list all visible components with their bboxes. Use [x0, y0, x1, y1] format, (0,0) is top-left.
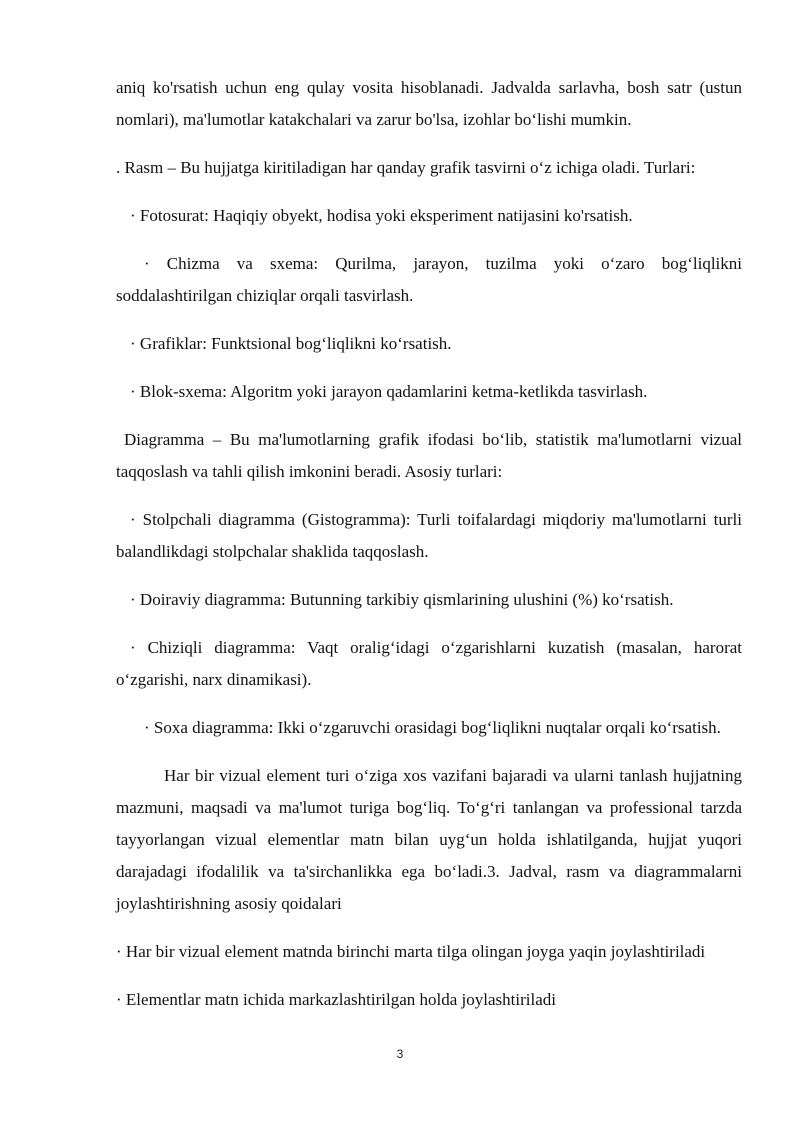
list-item-photo: · Fotosurat: Haqiqiy obyekt, hodisa yoki eksperiment natijasini ko'rsatish.	[130, 206, 633, 225]
paragraph-visual-elements-summary: Har bir vizual element turi o‘ziga xos vazifani bajaradi va ularni tanlash hujjatning mazmuni, maqsadi va ma'lumot turiga bog‘liq. To‘g‘ri tanlangan va professional tarzda tayyorlangan vizual elementlar matn bilan uyg‘un holda ishlatilganda, hujjat yuqori darajadagi ifodalilik va ta'sirchanlikka ega bo‘ladi.3. Jadval, rasm va diagrammalarni joylashtirishning asosiy qoidalari	[116, 766, 742, 913]
list-item-drawing-scheme: · Chizma va sxema: Qurilma, jarayon, tuzilma yoki o‘zaro bog‘liqlikni soddalashtirilgan chiziqlar orqali tasvirlash.	[116, 254, 742, 305]
list-item-bar-chart: · Stolpchali diagramma (Gistogramma): Turli toifalardagi miqdoriy ma'lumotlarni turli balandlikdagi stolpchalar shaklida taqqoslash.	[116, 510, 742, 561]
list-item-graphs: · Grafiklar: Funktsional bog‘liqlikni ko‘rsatish.	[130, 334, 452, 353]
document-page	[116, 72, 742, 1032]
list-item-pie-chart: · Doiraviy diagramma: Butunning tarkibiy qismlarining ulushini (%) ko‘rsatish.	[130, 590, 674, 609]
list-item-placement-rule-1: · Har bir vizual element matnda birinchi marta tilga olingan joyga yaqin joylashtiriladi	[116, 942, 706, 961]
list-item-placement-rule-2: · Elementlar matn ichida markazlashtirilgan holda joylashtiriladi	[116, 990, 556, 1009]
list-item-scatter-chart: · Soxa diagramma: Ikki o‘zgaruvchi orasidagi bog‘liqlikni nuqtalar orqali ko‘rsatish.	[144, 718, 721, 737]
paragraph-image-intro: . Rasm – Bu hujjatga kiritiladigan har qanday grafik tasvirni o‘z ichiga oladi. Turlari:	[116, 158, 696, 177]
list-item-line-chart: · Chiziqli diagramma: Vaqt oralig‘idagi o‘zgarishlarni kuzatish (masalan, harorat o‘zgarishi, narx dinamikasi).	[116, 638, 742, 689]
paragraph-diagram-intro: Diagramma – Bu ma'lumotlarning grafik ifodasi bo‘lib, statistik ma'lumotlarni vizual taqqoslash va tahli qilish imkonini beradi. Asosiy turlari:	[116, 430, 742, 481]
page-number: 3	[396, 1047, 404, 1061]
paragraph-table-description: aniq ko'rsatish uchun eng qulay vosita hisoblanadi. Jadvalda sarlavha, bosh satr (ustun nomlari), ma'lumotlar katakchalari va zarur bo'lsa, izohlar bo‘lishi mumkin.	[116, 78, 742, 129]
list-item-block-scheme: · Blok-sxema: Algoritm yoki jarayon qadamlarini ketma-ketlikda tasvirlash.	[130, 382, 648, 401]
